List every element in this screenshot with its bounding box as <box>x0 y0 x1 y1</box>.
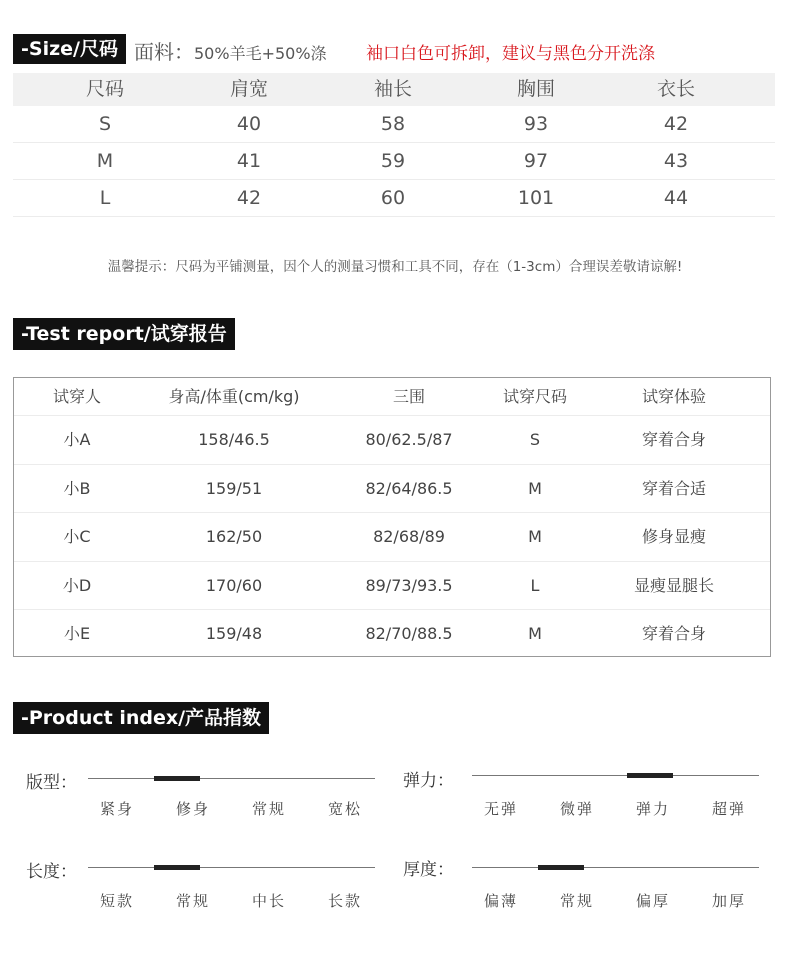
index-track-fit <box>88 778 375 779</box>
index-track-elasticity <box>472 775 759 776</box>
product-index-tag: -Product index/产品指数 <box>13 702 269 734</box>
header-trial-size: 试穿尺码 <box>502 387 568 406</box>
table-row <box>14 513 770 562</box>
test-report-table <box>13 377 771 657</box>
index-option: 弹力 <box>635 800 671 818</box>
index-marker-fit <box>154 776 200 781</box>
index-label-elasticity: 弹力： <box>403 771 454 791</box>
fabric-info <box>134 36 327 65</box>
size-row-m <box>13 143 775 180</box>
index-label-fit: 版型： <box>26 773 77 793</box>
index-option: 常规 <box>251 800 287 818</box>
header-sleeve: 袖长 <box>373 78 413 100</box>
index-option: 偏厚 <box>635 892 671 910</box>
index-option: 无弹 <box>483 800 519 818</box>
fabric-label: 面料： <box>134 40 194 64</box>
table-row <box>14 610 770 659</box>
index-option: 超弹 <box>711 800 747 818</box>
fabric-value: 50%羊毛+50%涤 <box>194 44 327 63</box>
size-row-s <box>13 106 775 143</box>
table-cell: M <box>96 150 114 172</box>
index-marker-thickness <box>538 865 584 870</box>
table-cell: M <box>528 624 542 643</box>
table-cell: 41 <box>236 150 262 172</box>
index-option: 偏薄 <box>483 892 519 910</box>
test-section-tag: -Test report/试穿报告 <box>13 318 235 350</box>
index-track-length <box>88 867 375 868</box>
table-cell: 59 <box>380 150 406 172</box>
table-cell: 43 <box>663 150 689 172</box>
table-cell: S <box>529 430 541 449</box>
size-table <box>13 73 775 217</box>
header-experience: 试穿体验 <box>641 387 707 406</box>
index-option: 加厚 <box>711 892 747 910</box>
table-cell: 60 <box>380 187 406 209</box>
table-cell: 80/62.5/87 <box>365 430 453 449</box>
table-cell: 82/64/86.5 <box>365 478 453 498</box>
table-cell: 穿着合适 <box>641 478 707 498</box>
header-bust: 胸围 <box>516 78 556 100</box>
index-track-thickness <box>472 867 759 868</box>
header-shoulder: 肩宽 <box>229 78 269 100</box>
size-section-tag: -Size/尺码 <box>13 34 126 64</box>
index-marker-elasticity <box>627 773 673 778</box>
table-cell: 小C <box>63 527 91 546</box>
table-cell: 93 <box>523 113 549 135</box>
table-cell: 162/50 <box>205 527 263 546</box>
table-cell: 小A <box>63 430 91 449</box>
header-height-weight: 身高/体重(cm/kg) <box>168 387 300 406</box>
index-marker-length <box>154 865 200 870</box>
size-row-l <box>13 180 775 217</box>
table-cell: 158/46.5 <box>198 430 270 449</box>
table-cell: 58 <box>380 113 406 135</box>
test-table-header <box>14 378 770 416</box>
table-cell: M <box>528 478 542 498</box>
header-size: 尺码 <box>85 78 125 100</box>
table-cell: L <box>99 187 111 209</box>
table-cell: 170/60 <box>205 575 263 595</box>
index-option: 常规 <box>559 892 595 910</box>
table-cell: 40 <box>236 113 262 135</box>
table-cell: 小B <box>63 478 91 498</box>
table-row <box>14 465 770 514</box>
table-cell: 82/68/89 <box>373 527 445 546</box>
index-option: 长款 <box>327 892 363 910</box>
table-row <box>14 416 770 465</box>
measurement-tip: 温馨提示：尺码为平铺测量，因个人的测量习惯和工具不同，存在（1-3cm）合理误差敬请谅解! <box>107 259 683 275</box>
table-row <box>14 562 770 611</box>
table-cell: 穿着合身 <box>641 430 707 449</box>
index-option: 常规 <box>175 892 211 910</box>
index-option: 紧身 <box>99 800 135 818</box>
index-label-thickness: 厚度： <box>403 860 454 880</box>
table-cell: 82/70/88.5 <box>365 624 453 643</box>
index-option: 微弹 <box>559 800 595 818</box>
table-cell: 小E <box>63 624 91 643</box>
table-cell: 42 <box>236 187 262 209</box>
table-cell: 97 <box>523 150 549 172</box>
table-cell: 小D <box>62 575 92 595</box>
index-label-length: 长度： <box>26 862 77 882</box>
index-option: 修身 <box>175 800 211 818</box>
header-tester: 试穿人 <box>52 387 102 406</box>
table-cell: 101 <box>517 187 555 209</box>
table-cell: S <box>98 113 112 135</box>
table-cell: L <box>530 575 540 595</box>
table-cell: M <box>528 527 542 546</box>
index-option: 中长 <box>251 892 287 910</box>
header-length: 衣长 <box>656 78 696 100</box>
table-cell: 显瘦显腿长 <box>633 575 715 595</box>
header-measurements: 三围 <box>392 387 426 406</box>
care-note: 袖口白色可拆卸，建议与黑色分开洗涤 <box>366 44 655 64</box>
table-cell: 修身显瘦 <box>641 527 707 546</box>
table-cell: 159/51 <box>205 478 263 498</box>
size-table-header <box>13 73 775 106</box>
table-cell: 89/73/93.5 <box>365 575 453 595</box>
table-cell: 42 <box>663 113 689 135</box>
table-cell: 44 <box>663 187 689 209</box>
table-cell: 159/48 <box>205 624 263 643</box>
table-cell: 穿着合身 <box>641 624 707 643</box>
index-option: 短款 <box>99 892 135 910</box>
index-option: 宽松 <box>327 800 363 818</box>
